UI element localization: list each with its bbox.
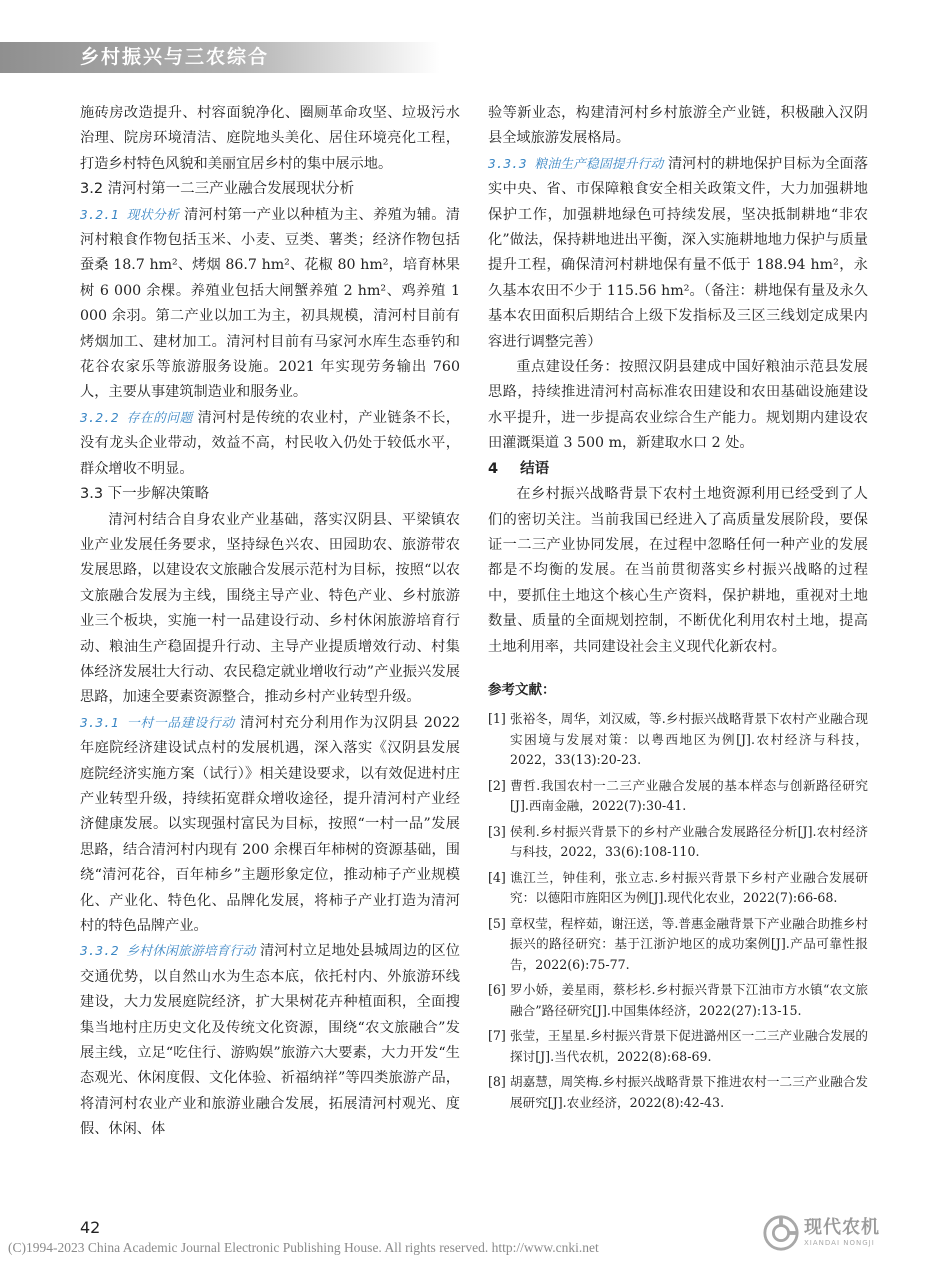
paragraph: 施砖房改造提升、村容面貌净化、圈厕革命攻坚、垃圾污水治理、院房环境清洁、庭院地头美化、居住环境亮化工程，打造乡村特色风貌和美丽宜居乡村的集中展示地。 xyxy=(80,105,460,172)
reference-item xyxy=(488,914,868,976)
reference-text: 侯利.乡村振兴背景下的乡村产业融合发展路径分析[J].农村经济与科技，2022，33(6):108-110. xyxy=(510,823,868,860)
references-heading: 参考文献： xyxy=(488,681,556,698)
reference-item xyxy=(488,868,868,909)
subsection-3-2-1 xyxy=(80,203,460,406)
subsection-text: 清河村充分利用作为汉阴县 2022 年庭院经济建设试点村的发展机遇，深入落实《汉阴县发展庭院经济实施方案（试行）》相关建设要求，以有效促进村庄产业转型升级，持续拓宽群众增收途径，提升清河村产业经济健康发展。以实现强村富民为目标，按照“一村一品”发展思路，结合清河村内现有 200 余棵百年柿树的资源基础，围绕“清河花谷，百年柿乡”主题形象定位，推动柿子产业规模化、产业化、特色化、品牌化发展，将柿子产业打造为清河村的特色品牌产业。 xyxy=(80,714,461,934)
section-title: 结语 xyxy=(520,460,550,477)
subsection-label: 3.3.2 乡村休闲旅游培育行动 xyxy=(80,944,256,960)
section-number: 4 xyxy=(488,460,499,477)
reference-item xyxy=(488,1026,868,1067)
reference-text: 谯江兰，钟佳利，张立志.乡村振兴背景下乡村产业融合发展研究：以德阳市旌阳区为例[J].现代化农业，2022(7):66-68. xyxy=(510,869,868,906)
page-number: 42 xyxy=(80,1218,101,1237)
section-heading-4 xyxy=(488,457,868,482)
subsection-text: 清河村立足地处县城周边的区位交通优势，以自然山水为生态本底，依托村内、外旅游环线建设，大力发展庭院经济，扩大果树花卉种植面积，全面搜集当地村庄历史文化及传统文化资源，围绕“农文旅融合”发展主线，立足“吃住行、游购娱”旅游六大要素，大力开发“生态观光、休闲度假、文化体验、祈福纳祥”等四类旅游产品，将清河村农业产业和旅游业融合发展，拓展清河村观光、度假、休闲、体 xyxy=(80,943,460,1138)
section-heading-3-3: 3.3 下一步解决策略 xyxy=(80,486,210,503)
reference-number: [3] xyxy=(488,823,506,839)
reference-list xyxy=(488,709,868,1113)
subsection-3-2-2 xyxy=(80,406,460,482)
reference-text: 胡嘉慧，周笑梅.乡村振兴战略背景下推进农村一二三产业融合发展研究[J].农业经济，2022(8):42-43. xyxy=(510,1074,868,1110)
reference-text: 罗小娇，姜星雨，蔡杉杉.乡村振兴背景下江油市方水镇“农文旅融合”路径研究[J].中国集体经济，2022(27):13-15. xyxy=(510,982,868,1018)
paragraph: 清河村结合自身农业产业基础，落实汉阴县、平梁镇农业产业发展任务要求，坚持绿色兴农、田园助农、旅游带农发展思路，以建设农文旅融合发展示范村为目标，按照“以农文旅融合发展为主线，围绕主导产业、特色产业、乡村旅游业三个板块，实施一村一品建设行动、乡村休闲旅游培育行动、粮油生产稳固提升行动、主导产业提质增效行动、村集体经济发展壮大行动、农民稳定就业增收行动”产业振兴发展思路，加速全要素资源整合，推动乡村产业转型升级。 xyxy=(80,511,460,706)
reference-text: 曹哲.我国农村一二三产业融合发展的基本样态与创新路径研究[J].西南金融，2022(7):30-41. xyxy=(510,777,868,814)
right-column xyxy=(488,101,868,1118)
journal-logo xyxy=(762,1214,880,1252)
subsection-3-3-1 xyxy=(80,711,460,940)
reference-item xyxy=(488,980,868,1021)
subsection-text: 清河村第一产业以种植为主、养殖为辅。清河村粮食作物包括玉米、小麦、豆类、薯类；经济作物包括蚕桑 18.7 hm²、烤烟 86.7 hm²、花椒 80 hm²，培育林果树 6 000 余棵。养殖业包括大闸蟹养殖 2 hm²、鸡养殖 1 000 余羽。第二产业以加工为主，初具规模，清河村目前有烤烟加工、建材加工。清河村目前有马家河水库生态垂钓和花谷农家乐等旅游服务设施。2021 年实现劳务输出 760 人，主要从事建筑制造业和服务业。 xyxy=(80,206,460,401)
reference-text: 张莹，王星星.乡村振兴背景下促进潞州区一二三产业融合发展的探讨[J].当代农机，2022(8):68-69. xyxy=(510,1028,868,1064)
reference-number: [6] xyxy=(488,982,506,998)
paragraph: 在乡村振兴战略背景下农村土地资源利用已经受到了人们的密切关注。当前我国已经进入了高质量发展阶段，要保证一二三产业协同发展，在过程中忽略任何一种产业的发展都是不均衡的发展。在当前贯彻落实乡村振兴战略的过程中，要抓住土地这个核心生产资料，保护耕地，重视对土地数量、质量的全面规划控制，不断优化利用农村土地，提高土地利用率，共同建设社会主义现代化新农村。 xyxy=(488,486,868,655)
reference-item xyxy=(488,776,868,817)
logo-name: 现代农机 xyxy=(804,1217,880,1238)
reference-item xyxy=(488,1072,868,1113)
subsection-label: 3.3.3 粮油生产稳固提升行动 xyxy=(488,156,664,172)
running-header-title: 乡村振兴与三农综合 xyxy=(80,46,270,68)
reference-item xyxy=(488,709,868,771)
tractor-logo-icon xyxy=(762,1214,800,1252)
subsection-3-3-3 xyxy=(488,152,868,355)
reference-number: [2] xyxy=(488,777,506,793)
reference-text: 张裕冬，周华，刘汉威，等.乡村振兴战略背景下农村产业融合现实困境与发展对策：以粤西地区为例[J].农村经济与科技，2022，33(13):20-23. xyxy=(510,711,868,768)
subsection-text: 清河村的耕地保护目标为全面落实中央、省、市保障粮食安全相关政策文件，大力加强耕地保护工作，加强耕地绿色可持续发展，坚决抵制耕地“非农化”做法，保持耕地进出平衡，深入实施耕地地力保护与质量提升工程，确保清河村耕地保有量不低于 188.94 hm²，永久基本农田不少于 115.56 hm²。（备注：耕地保有量及永久基本农田面积后期结合上级下发指标及三区三线划定成果内容进行调整完善） xyxy=(488,155,868,350)
reference-number: [7] xyxy=(488,1028,506,1044)
paragraph: 重点建设任务：按照汉阴县建成中国好粮油示范县发展思路，持续推进清河村高标准农田建设和农田基础设施建设水平提升，进一步提高农业综合生产能力。规划期内建设农田灌溉渠道 3 500 m，新建取水口 2 处。 xyxy=(488,359,868,452)
subsection-label: 3.2.2 存在的问题 xyxy=(80,410,193,426)
reference-text: 章权莹，程梓茹，谢汪送，等.普惠金融背景下产业融合助推乡村振兴的路径研究：基于江浙沪地区的成功案例[J].产品可靠性报告，2022(6):75-77. xyxy=(510,915,868,972)
reference-item xyxy=(488,822,868,863)
paragraph: 验等新业态，构建清河村乡村旅游全产业链，积极融入汉阴县全域旅游发展格局。 xyxy=(488,105,868,147)
left-column xyxy=(80,101,460,1143)
reference-number: [5] xyxy=(488,915,506,931)
reference-number: [1] xyxy=(488,711,506,727)
reference-number: [8] xyxy=(488,1074,506,1090)
reference-number: [4] xyxy=(488,869,506,885)
logo-subtitle: XIANDAI NONGJI xyxy=(804,1239,875,1247)
copyright-watermark: (C)1994-2023 China Academic Journal Electronic Publishing House. All rights reserved. http://www.cnki.net xyxy=(8,1240,599,1255)
subsection-text: 清河村是传统的农业村，产业链条不长，没有龙头企业带动，效益不高，村民收入仍处于较低水平，群众增收不明显。 xyxy=(80,409,460,477)
section-heading-3-2: 3.2 清河村第一二三产业融合发展现状分析 xyxy=(80,181,355,198)
subsection-3-3-2 xyxy=(80,939,460,1142)
subsection-label: 3.3.1 一村一品建设行动 xyxy=(80,715,235,731)
subsection-label: 3.2.1 现状分析 xyxy=(80,207,180,223)
